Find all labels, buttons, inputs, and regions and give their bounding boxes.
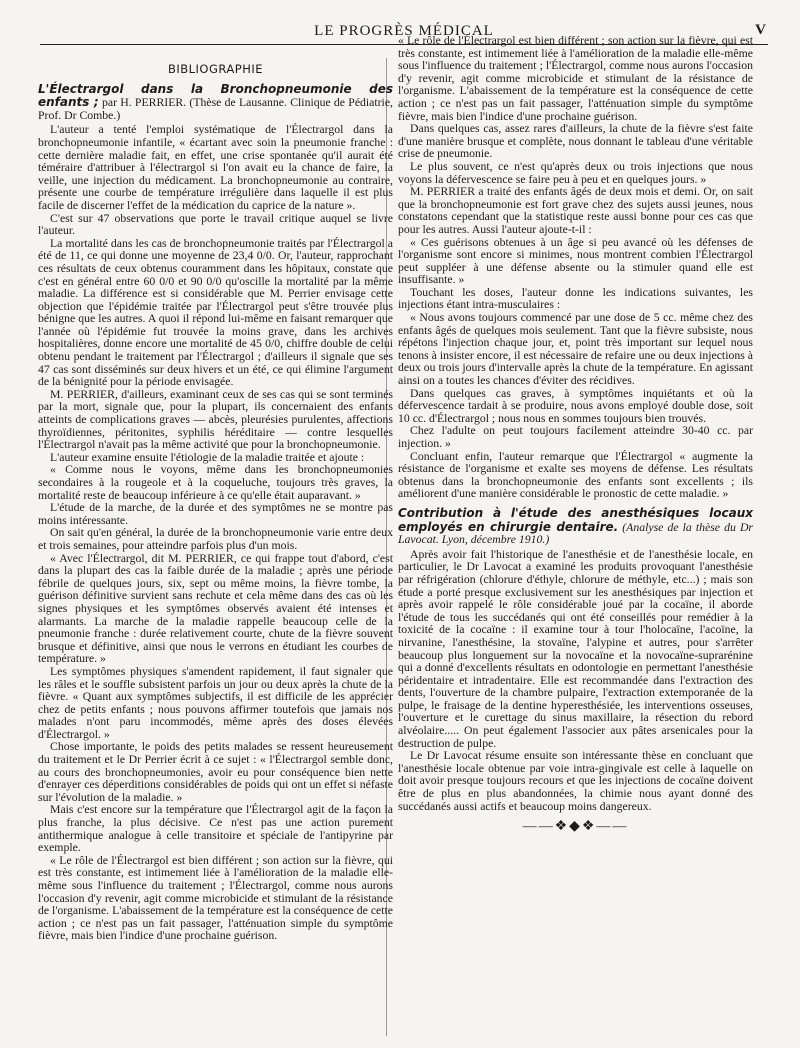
article-1-paragraph: La mortalité dans les cas de bronchopneumonie traités par l'Électrargol a été de 11, ce qui donne une moyenne de 23,4 0/0. Or, l'auteur, rapprochant ces résultats de ceux obtenus couramment dans les hôpitaux, constate que c'est en général entre 60 0/0 et 90 0/0 qu'oscille la mortalité par la même maladie. La différence est si considérable que M. Perrier envisage cette objection que l'épidémie traitée par l'Électrargol peut s'être trouvée plus bénigne que les autres. A quoi il répond lui-même en faisant remarquer que l'année où l'épidémie fut trouvée la moins grave, dans les archives hospitalières, donne encore une mortalité de 45 0/0, chiffre double de celui obtenu pendant le traitement par l'Électrargol ; d'ailleurs il signale que ses 47 cas sont disséminés sur deux hivers et un été, ce qui élimine l'argument de la bénignité pour la période envisagée. — [38, 236, 393, 389]
article-2-heading — [398, 507, 753, 547]
article-2-paragraph: Le Dr Lavocat résume ensuite son intéressante thèse en concluant que l'anesthésie locale obtenue par voie intra-gingivale est celle à laquelle on doit avoir presque toujours recours et que les injections de cocaïne doivent être de plus en plus abandonnées, la chimie nous ayant donné des succédanés aussi actifs et beaucoup moins dangereux. — [398, 749, 753, 813]
article-1-paragraph: Dans quelques cas graves, à symptômes inquiétants et où la défervescence tardait à se produire, nous avons employé double dose, soit 10 cc. d'Électrargol ; nous nous en sommes toujours bien trouvés. — [398, 386, 753, 425]
article-1-paragraph: Chez l'adulte on peut toujours facilement atteindre 30-40 cc. par injection. » — [398, 424, 753, 450]
article-2-citation: (Analyse de la thèse du Dr Lavocat. Lyon, décembre 1910.) — [398, 520, 753, 547]
article-1-paragraph: Touchant les doses, l'auteur donne les indications suivantes, les injections étant intra-musculaires : — [398, 285, 753, 312]
left-column — [38, 60, 393, 1035]
article-1-paragraph: Dans quelques cas, assez rares d'ailleurs, la chute de la fièvre s'est faite d'une manière brusque et complète, nous donnant le tableau d'une véritable crise de pneumonie. — [398, 122, 753, 161]
article-1-title: L'Électrargol dans la Bronchopneumonie des enfants ; — [38, 81, 393, 110]
article-1-paragraph: « Avec l'Électrargol, dit M. PERRIER, ce qui frappe tout d'abord, c'est dans la plupart des cas la faible durée de la maladie ; après une période fébrile de quelques jours, six, sept ou même moins, la fièvre tombe, la guérison définitive survient sans rechute et cela même dans des cas où les signes physiques et les symptômes observés avaient été intenses et alarmants. La marche de la maladie rappelle beaucoup celle de la pneumonie franche : durée relativement courte, chute de la fièvre souvent brusque et définitive, ainsi que nous le verrons en étudiant les courbes de température. » — [38, 551, 393, 666]
article-1-paragraph: « Ces guérisons obtenues à un âge si peu avancé où les défenses de l'organisme sont encore si minimes, nous montrent combien l'Électrargol peut suppléer à une défense absente ou la stimuler quand elle est insuffisante. » — [398, 235, 753, 287]
article-1-paragraph-continuation: « Le rôle de l'Électrargol est bien différent ; son action sur la fièvre, qui est très constante, est intimement liée à l'amélioration de la maladie elle-même sous l'influence du traitement ; l'Électrargol, comme nous aurons l'occasion d'y revenir, agit comme microbicide et stimulant de la résistance de l'organisme. L'abaissement de la température est la conséquence de cette action ; ce n'est pas un fait passager, l'atténuation simple du symptôme fièvre, mais bien l'indice d'une prochaine guérison. — [398, 34, 753, 123]
section-title: BIBLIOGRAPHIE — [167, 62, 264, 76]
right-column — [398, 34, 753, 1035]
article-1-citation: par H. PERRIER. (Thèse de Lausanne. Clinique de Pédiatrie, Prof. Dr Combe.) — [38, 96, 393, 122]
article-1-heading — [38, 83, 393, 123]
article-1-paragraph: « Comme nous le voyons, même dans les bronchopneumonies secondaires à la rougeole et à la coqueluche, toujours très graves, la mortalité reste de beaucoup inférieure à ce qu'elle était auparavant. » — [38, 463, 393, 502]
article-1-paragraph: M. PERRIER a traité des enfants âgés de deux mois et demi. Or, on sait que la bronchopneumonie est fort grave chez des sujets aussi jeunes, nous constatons cependant que la statistique reste aussi bonne pour ces cas que pour les autres. Aussi l'auteur ajoute-t-il : — [398, 185, 753, 236]
article-2-title: Contribution à l'étude des anesthésiques locaux employés en chirurgie dentaire. — [398, 505, 753, 534]
article-1-paragraph: L'auteur examine ensuite l'étiologie de la maladie traitée et ajoute : — [50, 450, 365, 464]
article-1-paragraph: L'auteur a tenté l'emploi systématique de l'Électrargol dans la bronchopneumonie infantile, « écartant avec soin la pneumonie franche : cette dernière maladie fait, en effet, une crise spontanée qu'il aurait été téméraire d'attribuer à l'électrargol si l'on avait eu la chance de faire, la veille, une injection du médicament. La bronchopneumonie au contraire, présente une courbe de température irrégulière dans laquelle il est plus facile de discerner l'effet de la médication du caprice de la nature ». — [38, 123, 393, 212]
article-1-paragraph: « Nous avons toujours commencé par une dose de 5 cc. même chez des enfants âgés de quelques mois seulement. Tant que la fièvre subsiste, nous répétons l'injection chaque jour, et, point très important sur lequel nous tenons à insister encore, il est nécessaire de refaire une ou deux injections à deux ou trois jours d'intervalle après la chute de la température. En agissant ainsi on a toutes les chances d'éviter des récidives. — [398, 311, 753, 388]
page-number: V — [755, 22, 766, 38]
article-1-paragraph: Concluant enfin, l'auteur remarque que l'Électrargol « augmente la résistance de l'organisme et exalte ses moyens de défense. Les résultats obtenus dans la bronchopneumonie des enfants sont excellents ; ils améliorent d'une manière considérable le pronostic de cette maladie. » — [398, 449, 753, 501]
journal-title: LE PROGRÈS MÉDICAL — [314, 23, 494, 39]
article-1-paragraph: Les symptômes physiques s'amendent rapidement, il faut signaler que les râles et le souffle subsistent parfois un jour ou deux après la chute de la fièvre. « Quant aux symptômes subjectifs, il est difficile de les apprécier chez de petits enfants ; nous pouvons affirmer toutefois que jamais nos malades n'ont paru incommodés, même après des doses élevées d'Électrargol. » — [38, 664, 393, 741]
article-1-paragraph: Le plus souvent, ce n'est qu'après deux ou trois injections que nous voyons la défervescence se faire peu à peu et en quelques jours. » — [398, 159, 753, 186]
article-1-paragraph: L'étude de la marche, de la durée et des symptômes ne se montre pas moins intéressante. — [38, 501, 393, 527]
article-1-paragraph: M. PERRIER, d'ailleurs, examinant ceux de ses cas qui se sont terminés par la mort, signale que, pour la plupart, ils concernaient des enfants atteints de complications graves — abcès, pleurésies purulentes, affections thyroïdiennes, péritonites, syphilis héréditaire — contre lesquelles l'Électrargol n'avait pas la même activité que pour la bronchopneumonie. — [38, 387, 393, 452]
article-1-paragraph-continued: « Le rôle de l'Électrargol est bien différent ; son action sur la fièvre, qui est très constante, est intimement liée à l'amélioration de la maladie elle-même sous l'influence du traitement ; l'Électrargol, comme nous aurons l'occasion d'y revenir, agit comme microbicide et stimulant de la résistance de l'organisme. L'abaissement de la température est la conséquence de cette action ; ce n'est pas un fait passager, l'atténuation simple du symptôme fièvre, mais bien l'indice d'une prochaine guérison. — [38, 853, 393, 943]
article-2-paragraph: Après avoir fait l'historique de l'anesthésie et de l'anesthésie locale, en particulier, le Dr Lavocat a examiné les produits provoquant l'anesthésie par réfrigération (chlorure d'éthyle, chlorure de méthyle, etc...) ; mais son étude a porté presque exclusivement sur les anesthésiques par injection et après avoir rappelé le rôle considérable joué par la cocaïne, il aborde l'étude de tous les succédanés qui ont été conseillés pour remédier à la toxicité de la cocaïne : il examine tour à tour l'holocaïne, l'acoïne, la nirvanine, l'anesthésine, la stovaïne, l'alypine et autres, pour s'arrêter beaucoup plus longuement sur la novocaïne et la novocaïne-suprarénine qui a donné d'excellents résultats en odontologie en permettant l'anesthésie péridentaire et intradentaire. Elle est recommandée dans l'extraction des dents, l'ouverture de la chambre pulpaire, l'extraction extemporanée de la pulpe, le fraisage de la dentine hyperesthésiée, les interventions osseuses, l'ouverture et le curettage du sinus maxillaire, la résection du rebord alvéolaire..... On peut également l'associer aux pâtes arsenicales pour la destruction de pulpe. — [398, 547, 753, 750]
ornament-divider: ——❖◆❖—— — [522, 819, 629, 835]
article-1-paragraph: C'est sur 47 observations que porte le travail critique auquel se livre l'auteur. — [38, 211, 393, 238]
article-1-paragraph: Mais c'est encore sur la température que l'Électrargol agit de la façon la plus franche, la plus décisive. Ce n'est pas une action purement antithermique analogue à celle transitoire et spéciale de l'antipyrine par exemple. — [38, 803, 393, 855]
article-1-paragraph: On sait qu'en général, la durée de la bronchopneumonie varie entre deux et trois semaines, pour atteindre parfois plus d'un mois. — [38, 526, 393, 552]
article-1-paragraph: Chose importante, le poids des petits malades se ressent heureusement du traitement et le Dr Perrier écrit à ce sujet : « l'Électrargol semble donc, au cours des bronchopneumonies, avoir eu pour conséquence bien nette d'enrayer ces déperditions considérables de poids qui ont un effet si néfaste sur l'évolution de la maladie. » — [38, 740, 393, 804]
